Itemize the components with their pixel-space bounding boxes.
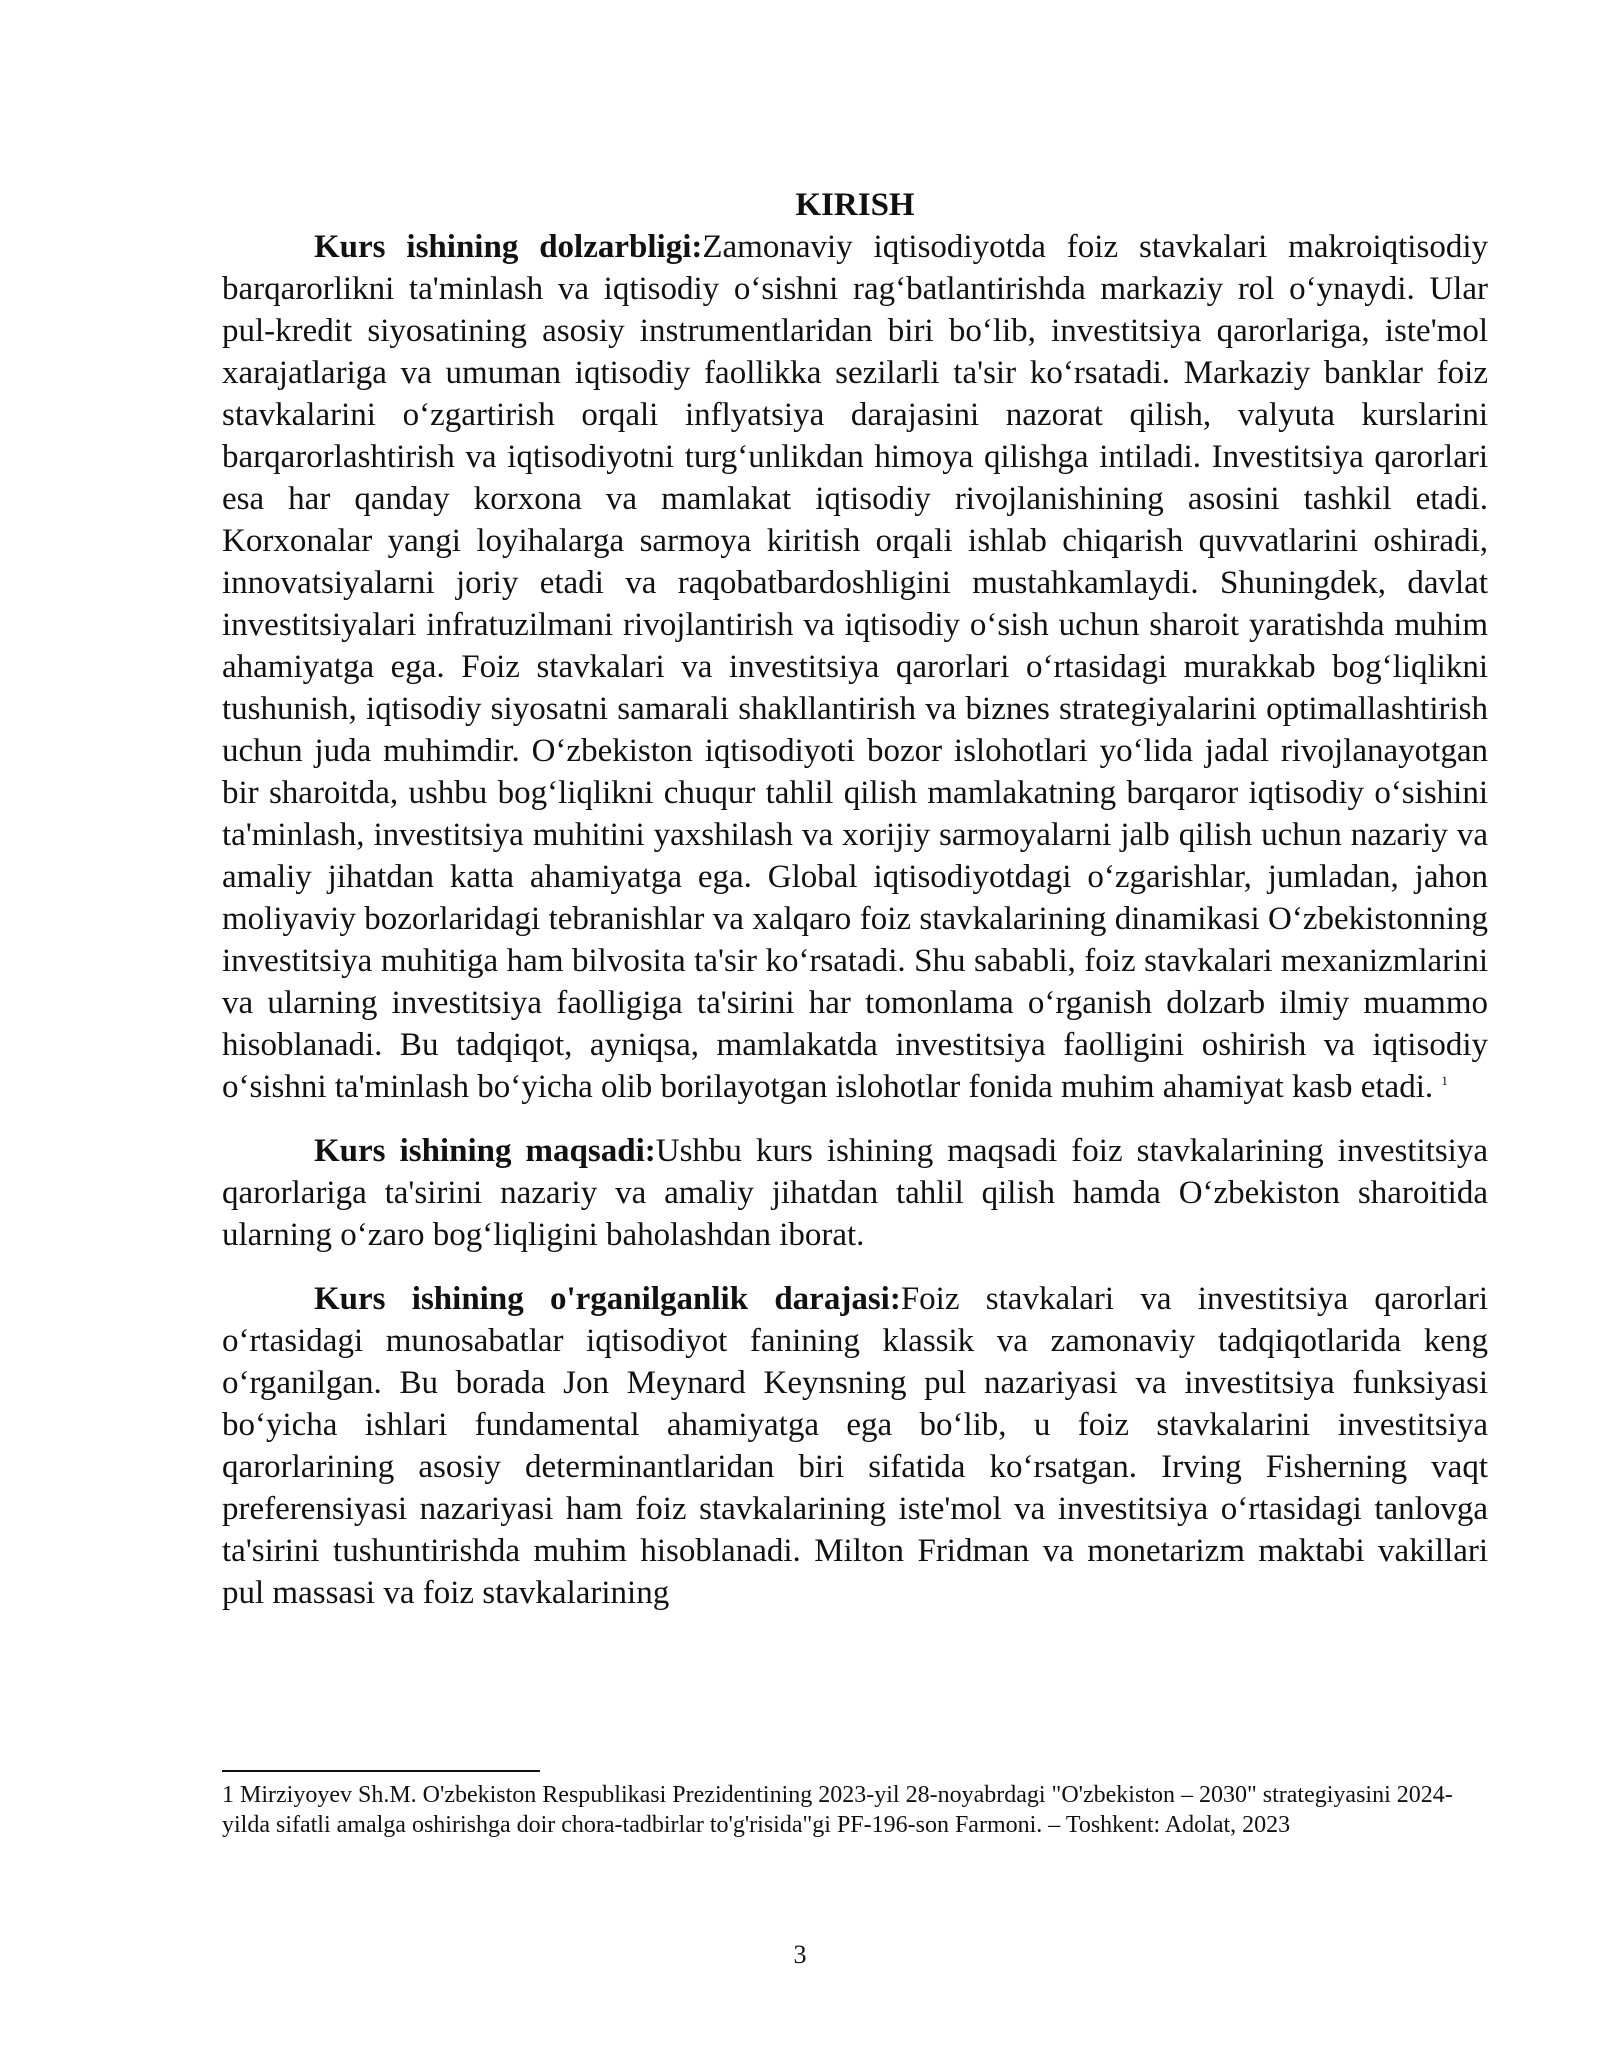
- footnote-reference[interactable]: 1: [1441, 1073, 1448, 1088]
- relevance-lead: Kurs ishining dolzarbligi:: [314, 229, 703, 265]
- footnote-text: 1 Mirziyoyev Sh.M. O'zbekiston Respublikasi Prezidentining 2023-yil 28-noyabrdagi "O'zbekiston – 2030" strategiyasini 2024-yilda sifatli amalga oshirishga doir chora-tadbirlar to'g'risida"gi PF-196-son Farmoni. – Toshkent: Adolat, 2023: [222, 1782, 1453, 1838]
- section-heading: KIRISH: [795, 187, 915, 223]
- page-body: [222, 184, 1488, 1614]
- relevance-text: Zamonaviy iqtisodiyotda foiz stavkalari makroiqtisodiy barqarorlikni ta'minlash va iqtisodiy o‘sishni rag‘batlantirishda markaziy rol o‘ynaydi. Ular pul-kredit siyosatining asosiy instrumentlaridan biri bo‘lib, investitsiya qarorlariga, iste'mol xarajatlariga va umuman iqtisodiy faollikka sezilarli ta'sir ko‘rsatadi. Markaziy banklar foiz stavkalarini o‘zgartirish orqali inflyatsiya darajasini nazorat qilish, valyuta kurslarini barqarorlashtirish va iqtisodiyotni turg‘unlikdan himoya qilishga intiladi. Investitsiya qarorlari esa har qanday korxona va mamlakat iqtisodiy rivojlanishining asosini tashkil etadi. Korxonalar yangi loyihalarga sarmoya kiritish orqali ishlab chiqarish quvvatlarini oshiradi, innovatsiyalarni joriy etadi va raqobatbardoshligini mustahkamlaydi. Shuningdek, davlat investitsiyalari infratuzilmani rivojlantirish va iqtisodiy o‘sish uchun sharoit yaratishda muhim ahamiyatga ega. Foiz stavkalari va investitsiya qarorlari o‘rtasidagi murakkab bog‘liqlikni tushunish, iqtisodiy siyosatni samarali shakllantirish va biznes strategiyalarini optimallashtirish uchun juda muhimdir. O‘zbekiston iqtisodiyoti bozor islohotlari yo‘lida jadal rivojlanayotgan bir sharoitda, ushbu bog‘liqlikni chuqur tahlil qilish mamlakatning barqaror iqtisodiy o‘sishini ta'minlash, investitsiya muhitini yaxshilash va xorijiy sarmoyalarni jalb qilish uchun nazariy va amaliy jihatdan katta ahamiyatga ega. Global iqtisodiyotdagi o‘zgarishlar, jumladan, jahon moliyaviy bozorlaridagi tebranishlar va xalqaro foiz stavkalarining dinamikasi O‘zbekistonning investitsiya muhitiga ham bilvosita ta'sir ko‘rsatadi. Shu sababli, foiz stavkalari mexanizmlarini va ularning investitsiya faolligiga ta'sirini har tomonlama o‘rganish dolzarb ilmiy muammo hisoblanadi. Bu tadqiqot, ayniqsa, mamlakatda investitsiya faolligini oshirish va iqtisodiy o‘sishni ta'minlash bo‘yicha olib borilayotgan islohotlar fonida muhim ahamiyat kasb etadi.: [222, 229, 1488, 1105]
- relevance-paragraph: [222, 226, 1488, 1108]
- page-number: 3: [793, 1940, 807, 1969]
- goal-text: Ushbu kurs ishining maqsadi foiz stavkalarining investitsiya qarorlariga ta'sirini nazariy va amaliy jihatdan tahlil qilish hamda O‘zbekiston sharoitida ularning o‘zaro bog‘liqligini baholashdan iborat.: [222, 1133, 1488, 1253]
- study-level-lead: Kurs ishining o'rganilganlik darajasi:: [314, 1281, 901, 1317]
- study-level-paragraph: [222, 1278, 1488, 1614]
- footnote-separator: [222, 1770, 540, 1772]
- study-level-text: Foiz stavkalari va investitsiya qarorlari o‘rtasidagi munosabatlar iqtisodiyot fanining klassik va zamonaviy tadqiqotlarida keng o‘rganilgan. Bu borada Jon Meynard Keynsning pul nazariyasi va investitsiya funksiyasi bo‘yicha ishlari fundamental ahamiyatga ega bo‘lib, u foiz stavkalarini investitsiya qarorlarining asosiy determinantlaridan biri sifatida ko‘rsatgan. Irving Fisherning vaqt preferensiyasi nazariyasi ham foiz stavkalarining iste'mol va investitsiya o‘rtasidagi tanlovga ta'sirini tushuntirishda muhim hisoblanadi. Milton Fridman va monetarizm maktabi vakillari pul massasi va foiz stavkalarining: [222, 1281, 1488, 1611]
- goal-lead: Kurs ishining maqsadi:: [314, 1133, 656, 1169]
- goal-paragraph: [222, 1130, 1488, 1256]
